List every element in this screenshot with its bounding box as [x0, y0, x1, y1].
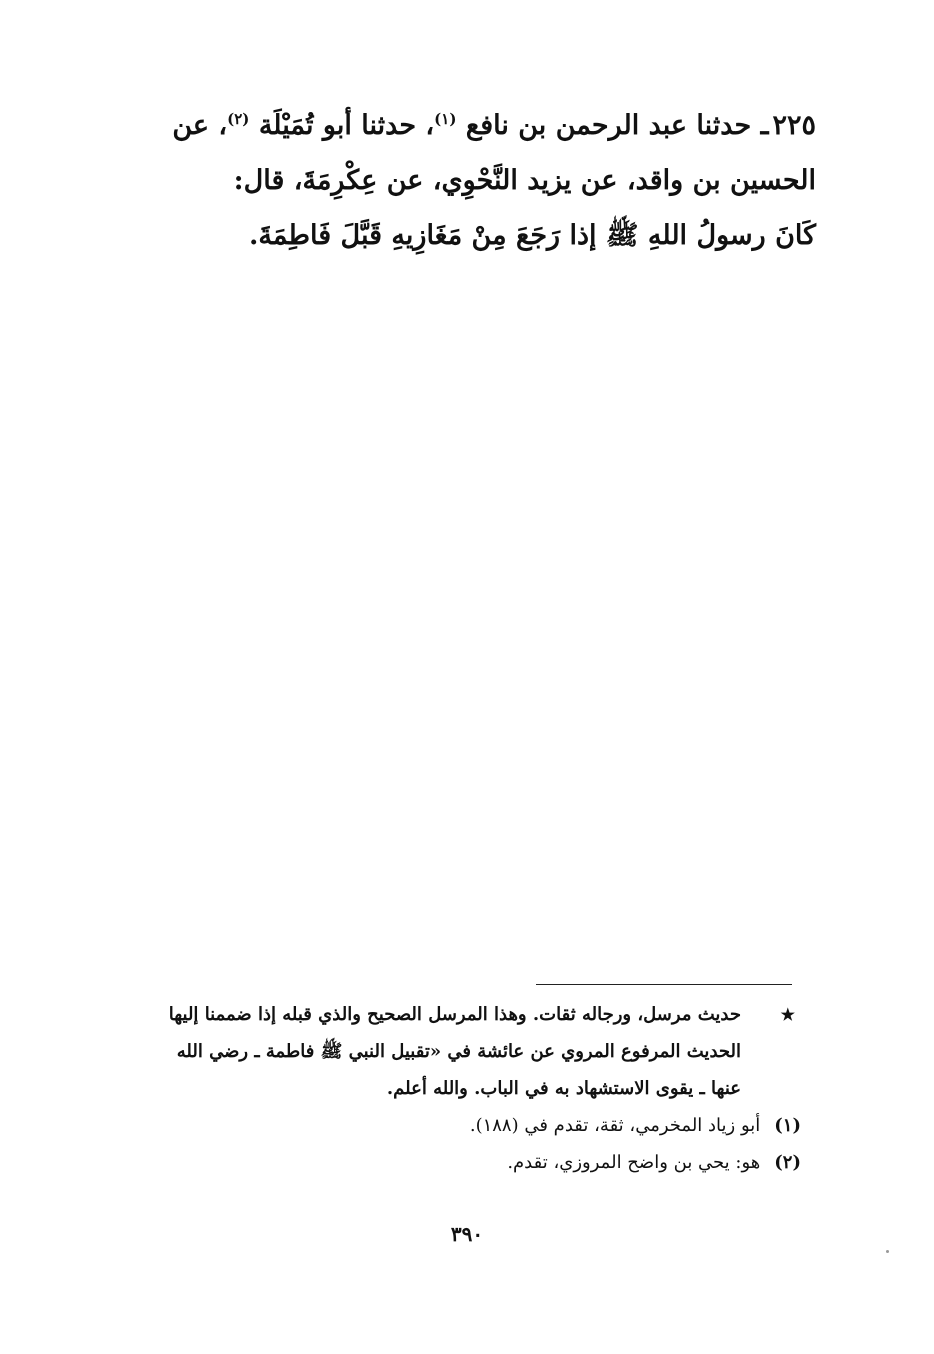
page-number: ٣٩٠ [450, 1222, 484, 1246]
footnote-star-line-1: حديث مرسل، ورجاله ثقات. وهذا المرسل الصحيح والذي قبله إذا ضممنا إليها [168, 1004, 741, 1025]
footnote-divider [536, 984, 792, 985]
footnote-star-line-2: الحديث المرفوع المروي عن عائشة في «تقبيل النبي ﷺ فاطمة ـ رضي الله [176, 1041, 741, 1062]
footnote-number: (٢) [774, 1152, 801, 1173]
footnote-item-1 [95, 1107, 801, 1144]
footnote-number: (١) [774, 1115, 801, 1136]
footnote-text: أبو زياد المخرمي، ثقة، تقدم في (١٨٨). [469, 1115, 761, 1136]
footnote-star-line-3: عنها ـ يقوى الاستشهاد به في الباب. والله أعلم. [386, 1078, 741, 1099]
hadith-line-1-end: ، عن [172, 110, 228, 141]
footnote-text: هو: يحي بن واضح المروزي، تقدم. [507, 1152, 761, 1173]
hadith-line-1-mid: ، حدثنا أبو تُمَيْلَة [258, 110, 435, 141]
footnotes-section [95, 996, 801, 1181]
hadith-line-3: كَانَ رسولُ اللهِ ﷺ إذا رَجَعَ مِنْ مَغَازِيهِ قَبَّلَ فَاطِمَةَ. [249, 220, 816, 251]
hadith-line-1-text: ـ حدثنا عبد الرحمن بن نافع [465, 110, 769, 141]
hadith-line-1 [92, 98, 816, 153]
hadith-line-2: الحسين بن واقد، عن يزيد النَّحْوِي، عن عِكْرِمَةَ، قال: [233, 165, 816, 196]
footnote-ref-2[interactable]: (٢) [227, 110, 250, 128]
scan-speck [886, 1250, 889, 1253]
footnote-star-note [95, 996, 801, 1107]
footnote-item-2 [95, 1144, 801, 1181]
footnote-ref-1[interactable]: (١) [434, 110, 457, 128]
hadith-text [92, 98, 816, 263]
star-marker: ★ [780, 1005, 795, 1024]
hadith-number: ٢٢٥ [772, 110, 816, 141]
